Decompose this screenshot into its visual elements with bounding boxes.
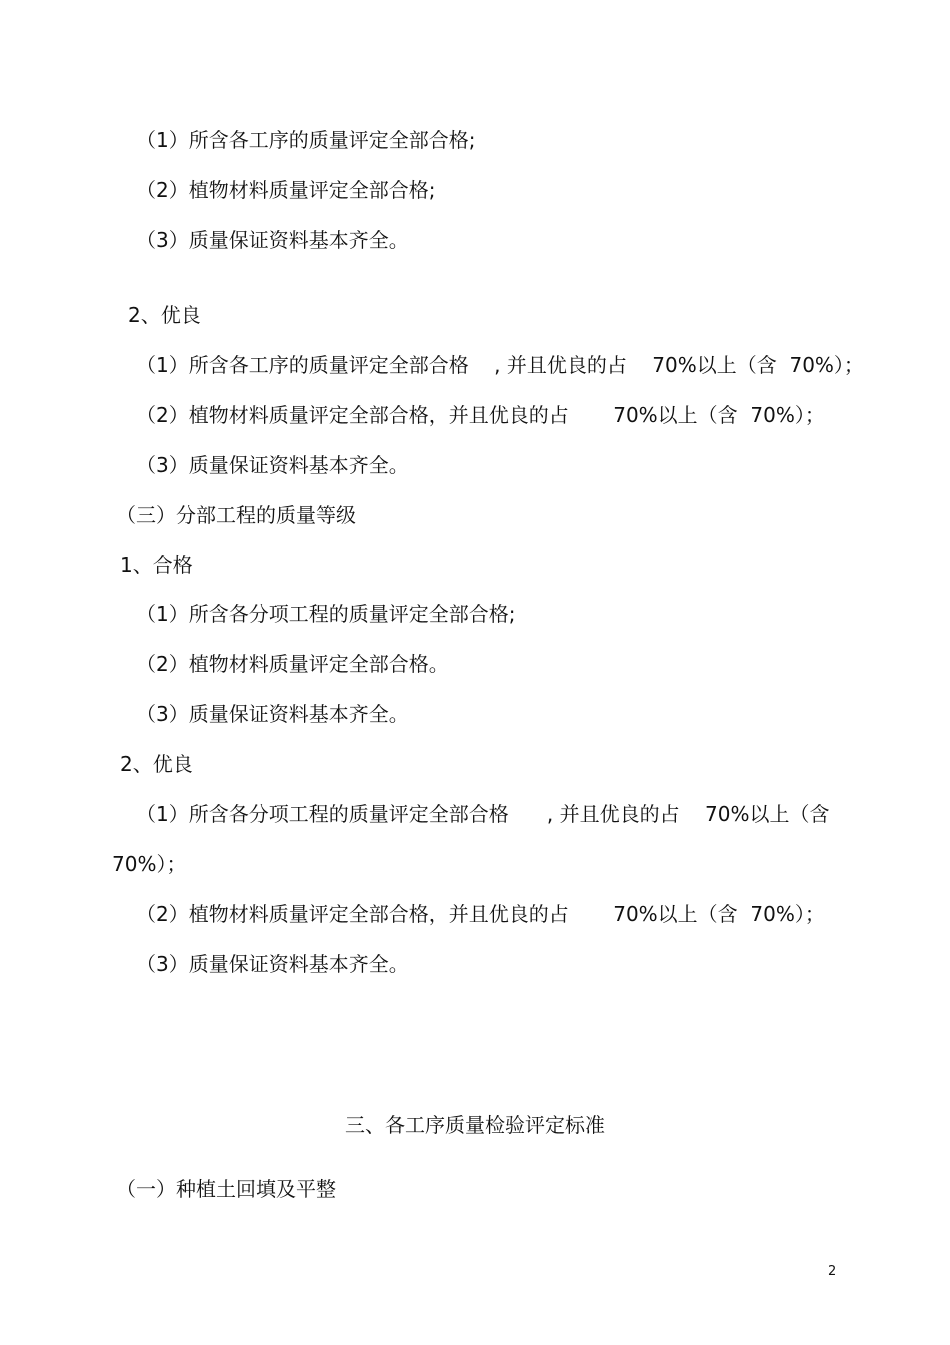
paragraph-item: （3）质量保证资料基本齐全。 [136, 702, 409, 726]
paragraph-item: （2）植物材料质量评定全部合格，并且优良的占 70%以上（含 70%）； [136, 403, 825, 427]
subheading: 2、优良 [128, 303, 201, 327]
paragraph-item: （1）所含各分项工程的质量评定全部合格; [136, 602, 516, 626]
subheading: 2、优良 [120, 752, 193, 776]
paragraph-item: （2）植物材料质量评定全部合格。 [136, 652, 449, 676]
paragraph-item: （1）所含各分项工程的质量评定全部合格 , 并且优良的占 70%以上（含 [136, 802, 830, 826]
subheading: 1、合格 [120, 553, 193, 577]
paragraph-item: （3）质量保证资料基本齐全。 [136, 952, 409, 976]
paragraph-item: （1）所含各工序的质量评定全部合格; [136, 128, 476, 152]
paragraph-item: （2）植物材料质量评定全部合格; [136, 178, 436, 202]
paragraph-continuation: 70%）； [112, 852, 187, 876]
section-title: （一）种植土回填及平整 [116, 1177, 336, 1201]
paragraph-item: （3）质量保证资料基本齐全。 [136, 228, 409, 252]
paragraph-item: （1）所含各工序的质量评定全部合格 , 并且优良的占 70%以上（含 70%）； [136, 353, 864, 377]
paragraph-item: （3）质量保证资料基本齐全。 [136, 453, 409, 477]
section-title: （三）分部工程的质量等级 [116, 503, 356, 527]
page-number: 2 [828, 1264, 837, 1279]
chapter-title: 三、各工序质量检验评定标准 [345, 1113, 605, 1137]
paragraph-item: （2）植物材料质量评定全部合格，并且优良的占 70%以上（含 70%）； [136, 902, 825, 926]
